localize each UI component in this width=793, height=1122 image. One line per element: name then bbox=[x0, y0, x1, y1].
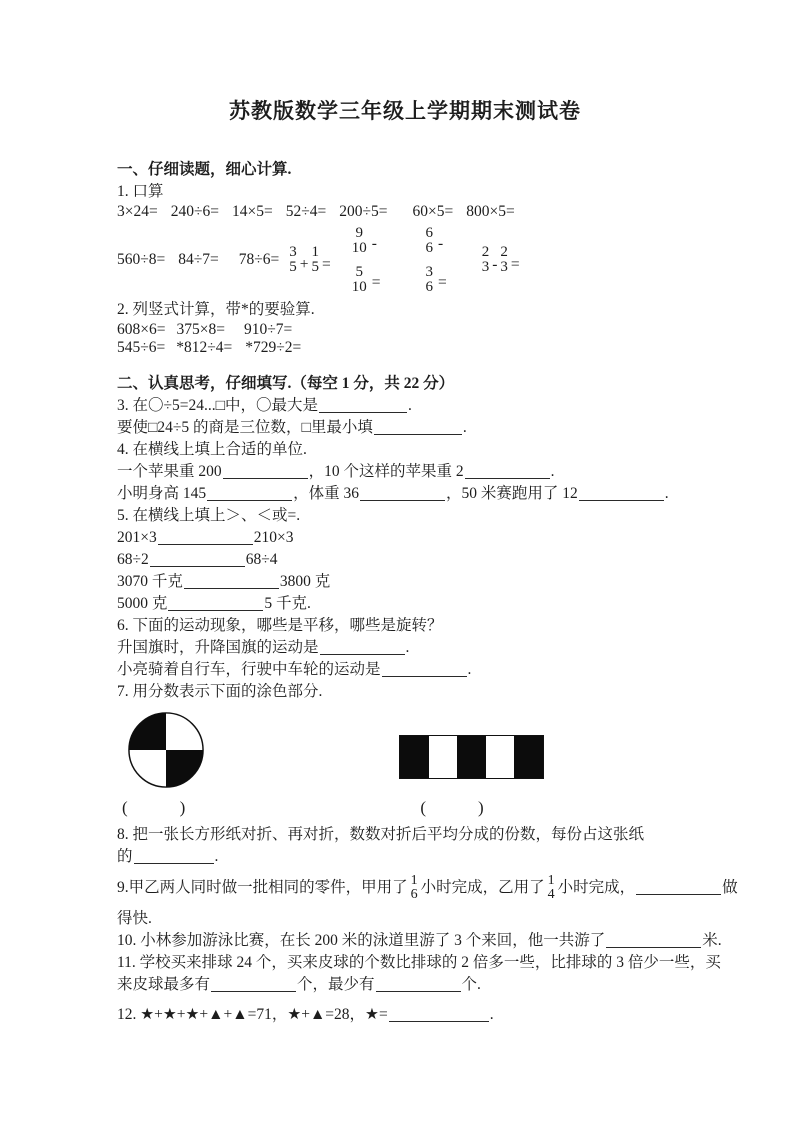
question-text: . bbox=[467, 661, 472, 678]
answer-blank bbox=[168, 597, 263, 611]
right-expression: 5 千克. bbox=[264, 595, 311, 612]
stacked-fraction-expression bbox=[426, 226, 447, 295]
left-expression: 5000 克 bbox=[117, 595, 168, 612]
right-expression: 68÷4 bbox=[245, 551, 278, 568]
vertical-calculation-row-2 bbox=[117, 339, 693, 357]
question-text: 来皮球最多有 bbox=[117, 976, 211, 993]
q3-line-2 bbox=[117, 417, 693, 439]
denominator: 6 bbox=[410, 887, 418, 903]
q4-line-1 bbox=[117, 461, 693, 483]
numerator: 3 bbox=[425, 263, 433, 280]
answer-blank bbox=[389, 1008, 489, 1022]
equals-sign: = bbox=[322, 256, 331, 273]
q1-label: 1. 口算 bbox=[117, 183, 164, 200]
question-text: 10. 小林参加游泳比赛，在长 200 米的泳道里游了 3 个来回，他一共游了 bbox=[117, 932, 606, 949]
question-text: . bbox=[664, 485, 669, 502]
question-text: 9.甲乙两人同时做一批相同的零件，甲用了 bbox=[117, 879, 408, 896]
question-text: ，体重 36 bbox=[293, 485, 360, 502]
q5-pair bbox=[117, 571, 693, 593]
q4-label: 4. 在横线上填上合适的单位. bbox=[117, 441, 307, 458]
q2-label: 2. 列竖式计算，带*的要验算. bbox=[117, 301, 315, 318]
operator: - bbox=[438, 234, 444, 252]
equals-sign: = bbox=[510, 256, 520, 273]
oral-expression: 3×24= bbox=[117, 203, 158, 220]
stack-bottom-row bbox=[426, 265, 447, 295]
oral-calculation-row-1 bbox=[117, 203, 693, 221]
right-expression: 3800 克 bbox=[279, 573, 331, 590]
answer-blank bbox=[382, 663, 467, 677]
answer-blank bbox=[223, 465, 308, 479]
quarter-shaded-circle-figure bbox=[127, 711, 205, 789]
fraction bbox=[548, 874, 555, 902]
question-text: 米. bbox=[702, 932, 722, 949]
q6-label: 6. 下面的运动现象，哪些是平移，哪些是旋转？ bbox=[117, 617, 443, 634]
shaded-cell bbox=[457, 736, 486, 778]
answer-blank bbox=[606, 934, 701, 948]
fraction bbox=[411, 874, 418, 902]
operator: - bbox=[492, 256, 498, 273]
q11-line-1: 11. 学校买来排球 24 个，买来皮球的个数比排球的 2 倍多一些，比排球的 3 倍少一些，买 bbox=[117, 954, 721, 971]
answer-blank bbox=[207, 487, 292, 501]
vertical-expression: 910÷7= bbox=[243, 321, 293, 338]
oral-expression: 240÷6= bbox=[170, 203, 219, 220]
operator: + bbox=[299, 256, 309, 273]
denominator: 5 bbox=[311, 259, 319, 275]
vertical-expression: 545÷6= bbox=[117, 339, 166, 356]
fraction-expression-subtract bbox=[482, 245, 523, 275]
answer-paren-group bbox=[122, 797, 185, 819]
fraction bbox=[500, 245, 508, 275]
unshaded-cell bbox=[486, 736, 515, 778]
answer-blank bbox=[579, 487, 664, 501]
fraction bbox=[426, 265, 434, 295]
stack-bottom-row bbox=[352, 265, 381, 295]
oral-expression: 14×5= bbox=[231, 203, 273, 220]
oral-expression: 800×5= bbox=[466, 203, 515, 220]
left-expression: 3070 千克 bbox=[117, 573, 183, 590]
fraction bbox=[312, 245, 320, 275]
stack-top-row bbox=[426, 226, 447, 256]
question-text: 的 bbox=[117, 848, 133, 865]
stacked-fraction-expression bbox=[352, 226, 381, 295]
q9-line-1 bbox=[117, 868, 738, 908]
stack-top-row bbox=[352, 226, 381, 256]
answer-blank bbox=[320, 641, 405, 655]
question-text: 升国旗时，升降国旗的运动是 bbox=[117, 639, 319, 656]
vertical-expression: 375×8= bbox=[176, 321, 225, 338]
q12-line bbox=[117, 1004, 693, 1026]
answer-blank bbox=[184, 575, 279, 589]
q5-pair bbox=[117, 549, 693, 571]
equals-sign: = bbox=[371, 273, 381, 291]
fraction-expression-add bbox=[289, 245, 334, 275]
strip-fraction-figure bbox=[399, 735, 544, 779]
question-text: ，10 个这样的苹果重 2 bbox=[308, 463, 464, 480]
numerator: 1 bbox=[311, 244, 319, 260]
paren-open: ( bbox=[420, 798, 427, 817]
numerator: 1 bbox=[410, 873, 418, 889]
equals-sign: = bbox=[438, 273, 447, 291]
denominator: 6 bbox=[425, 239, 433, 256]
q8-line-2 bbox=[117, 846, 693, 868]
section2-heading: 二、认真思考，仔细填写.（每空 1 分，共 22 分） bbox=[117, 375, 455, 392]
question-text: . bbox=[550, 463, 555, 480]
denominator: 3 bbox=[481, 259, 490, 275]
denominator: 10 bbox=[351, 278, 367, 295]
answer-blank bbox=[211, 978, 296, 992]
operator: - bbox=[371, 234, 377, 252]
shaded-cell bbox=[400, 736, 429, 778]
paren-close: ) bbox=[179, 798, 186, 817]
fraction bbox=[426, 226, 434, 256]
q8-line-1: 8. 把一张长方形纸对折、再对折，数数对折后平均分成的份数，每份占这张纸 bbox=[117, 826, 645, 843]
answer-blank bbox=[319, 399, 407, 413]
question-text: 个，最少有 bbox=[297, 976, 375, 993]
q5-pair bbox=[117, 593, 693, 615]
question-text: . bbox=[462, 419, 467, 436]
answer-parens-row bbox=[117, 797, 693, 819]
denominator: 5 bbox=[289, 259, 297, 275]
q5-label: 5. 在横线上填上＞、＜或=. bbox=[117, 507, 301, 524]
answer-blank bbox=[374, 421, 462, 435]
paren-close: ) bbox=[478, 798, 484, 817]
vertical-expression: *729÷2= bbox=[245, 339, 302, 356]
denominator: 3 bbox=[500, 259, 508, 275]
answer-blank bbox=[465, 465, 550, 479]
vertical-calculation-row-1 bbox=[117, 321, 693, 339]
answer-paren-group bbox=[420, 797, 483, 819]
question-text: . bbox=[405, 639, 410, 656]
q10-line bbox=[117, 930, 722, 952]
oral-expression: 84÷7= bbox=[178, 251, 219, 268]
numerator: 1 bbox=[547, 873, 555, 889]
fraction bbox=[482, 245, 490, 275]
q5-pair bbox=[117, 527, 693, 549]
question-text: 个. bbox=[461, 976, 481, 993]
answer-blank bbox=[150, 553, 245, 567]
question-text: 12. ★+★+★+▲+▲=71，★+▲=28，★= bbox=[117, 1006, 388, 1023]
q3-line-1 bbox=[117, 395, 693, 417]
unshaded-cell bbox=[429, 736, 458, 778]
oral-calculation-row-2 bbox=[117, 221, 693, 299]
numerator: 2 bbox=[481, 244, 490, 260]
question-text: 3. 在〇÷5=24...□中，〇最大是 bbox=[117, 397, 318, 414]
q6-line-2 bbox=[117, 659, 693, 681]
question-text: 小时完成，乙用了 bbox=[420, 879, 545, 896]
denominator: 6 bbox=[425, 278, 433, 295]
vertical-expression: *812÷4= bbox=[176, 339, 233, 356]
oral-expression: 52÷4= bbox=[285, 203, 327, 220]
numerator: 9 bbox=[355, 224, 363, 241]
q7-label: 7. 用分数表示下面的涂色部分. bbox=[117, 683, 323, 700]
shaded-cell bbox=[514, 736, 543, 778]
answer-blank bbox=[158, 531, 253, 545]
question-text: 小时完成， bbox=[557, 879, 636, 896]
oral-expression: 78÷6= bbox=[238, 251, 280, 268]
q6-line-1 bbox=[117, 637, 693, 659]
paren-open: ( bbox=[122, 798, 128, 817]
q11-line-2 bbox=[117, 974, 693, 996]
question-text: 小明身高 145 bbox=[117, 485, 207, 502]
fraction bbox=[352, 265, 367, 295]
left-expression: 201×3 bbox=[117, 529, 157, 546]
question-text: ，50 米赛跑用了 12 bbox=[446, 485, 578, 502]
denominator: 10 bbox=[351, 239, 367, 256]
question-text: 做 bbox=[722, 879, 738, 896]
left-expression: 68÷2 bbox=[117, 551, 149, 568]
numerator: 6 bbox=[425, 224, 433, 241]
page-title: 苏教版数学三年级上学期期末测试卷 bbox=[229, 99, 581, 123]
answer-blank bbox=[134, 850, 214, 864]
vertical-expression: 608×6= bbox=[117, 321, 166, 338]
q4-line-2 bbox=[117, 483, 693, 505]
answer-blank bbox=[636, 881, 721, 895]
denominator: 4 bbox=[547, 887, 555, 903]
section1-heading: 一、仔细读题，细心计算. bbox=[117, 161, 292, 178]
question-text: . bbox=[489, 1006, 494, 1023]
numerator: 2 bbox=[500, 244, 508, 260]
answer-blank bbox=[360, 487, 445, 501]
q9-line-2: 得快. bbox=[117, 910, 152, 927]
fraction bbox=[289, 245, 297, 275]
answer-blank bbox=[376, 978, 461, 992]
oral-expression: 200÷5= bbox=[339, 203, 388, 220]
question-text: 要使□24÷5 的商是三位数，□里最小填 bbox=[117, 419, 373, 436]
right-expression: 210×3 bbox=[253, 529, 294, 546]
numerator: 5 bbox=[355, 263, 363, 280]
oral-expression: 560÷8= bbox=[117, 251, 166, 268]
numerator: 3 bbox=[289, 244, 297, 260]
question-text: 小亮骑着自行车，行驶中车轮的运动是 bbox=[117, 661, 381, 678]
fraction bbox=[352, 226, 367, 256]
q7-figures bbox=[117, 711, 693, 789]
question-text: . bbox=[408, 397, 412, 414]
question-text: 一个苹果重 200 bbox=[117, 463, 222, 480]
oral-expression: 60×5= bbox=[412, 203, 454, 220]
question-text: . bbox=[214, 848, 219, 865]
